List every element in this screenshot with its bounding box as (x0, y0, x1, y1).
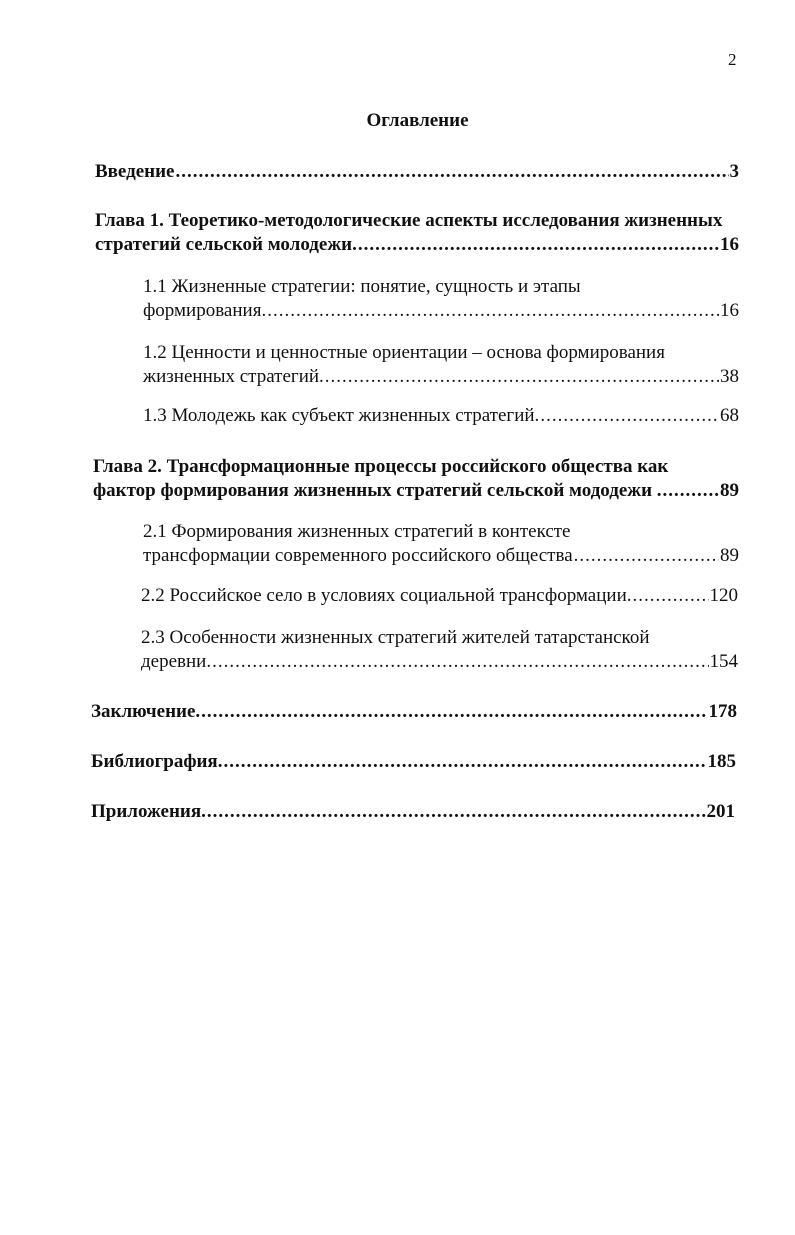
toc-entry-page: 178 (708, 701, 737, 722)
toc-entry-page: 201 (706, 801, 735, 822)
toc-entry-label: стратегий сельской молодежи. (95, 234, 357, 255)
toc-entry-page: 185 (707, 751, 736, 772)
toc-entry-chapter-1 (95, 209, 739, 257)
page-number: 2 (728, 50, 737, 69)
toc-entry-appendices (91, 800, 735, 824)
toc-entry-label: 1.2 Ценности и ценностные ориентации – основа формирования (143, 342, 665, 363)
toc-entry-label: Приложения. (91, 801, 206, 822)
toc-entry-page: 154 (709, 651, 738, 672)
leader-dots (632, 584, 708, 608)
toc-entry-label: 2.2 Российское село в условиях социальной трансформации. (141, 585, 632, 606)
leader-dots (325, 365, 719, 389)
toc-entry-label: 2.1 Формирования жизненных стратегий в контексте (143, 521, 571, 542)
leader-dots (540, 404, 719, 428)
toc-entry-introduction (95, 160, 739, 184)
toc-entry-label: трансформации современного российского общества (143, 545, 573, 566)
toc-entry-label: Глава 2. Трансформационные процессы российского общества как (93, 456, 669, 477)
toc-entry-page: 120 (709, 585, 738, 606)
leader-dots (223, 750, 706, 774)
leader-dots (207, 800, 706, 824)
toc-entry-label: формирования. (143, 300, 267, 321)
toc-entry-label: Введение (95, 161, 175, 182)
toc-entry-label: Библиография. (91, 751, 223, 772)
toc-entry-section-1-2 (143, 341, 739, 389)
toc-entry-label: 2.3 Особенности жизненных стратегий жителей татарстанской (141, 627, 650, 648)
toc-entry-section-1-1 (143, 275, 739, 323)
toc-entry-page: 3 (729, 161, 739, 182)
leader-dots (176, 160, 729, 184)
toc-entry-section-2-3 (141, 626, 738, 674)
toc-entry-section-2-1 (143, 520, 739, 568)
toc-entry-chapter-2 (93, 455, 739, 503)
toc-entry-conclusion (91, 700, 737, 724)
leader-dots (358, 233, 719, 257)
toc-entry-bibliography (91, 750, 736, 774)
toc-entry-label: Глава 1. Теоретико-методологические аспекты исследования жизненных (95, 210, 723, 231)
toc-entry-label: деревни. (141, 651, 212, 672)
toc-entry-page: 16 (720, 300, 739, 321)
toc-entry-label: фактор формирования жизненных стратегий сельской мододежи . (93, 480, 662, 501)
leader-dots (212, 650, 708, 674)
toc-entry-page: 38 (720, 366, 739, 387)
toc-entry-label: 1.1 Жизненные стратегии: понятие, сущность и этапы (143, 276, 581, 297)
toc-entry-section-1-3 (143, 404, 739, 428)
leader-dots (267, 299, 719, 323)
toc-entry-page: 16 (720, 234, 739, 255)
toc-entry-page: 68 (720, 405, 739, 426)
leader-dots (574, 544, 719, 568)
toc-entry-label: жизненных стратегий. (143, 366, 324, 387)
leader-dots (201, 700, 707, 724)
toc-title: Оглавление (366, 110, 469, 131)
toc-entry-page: 89 (720, 545, 739, 566)
leader-dots (663, 479, 719, 503)
toc-entry-page: 89 (720, 480, 739, 501)
toc-entry-section-2-2 (141, 584, 738, 608)
toc-entry-label: Заключение. (91, 701, 201, 722)
toc-entry-label: 1.3 Молодежь как субъект жизненных стратегий. (143, 405, 540, 426)
